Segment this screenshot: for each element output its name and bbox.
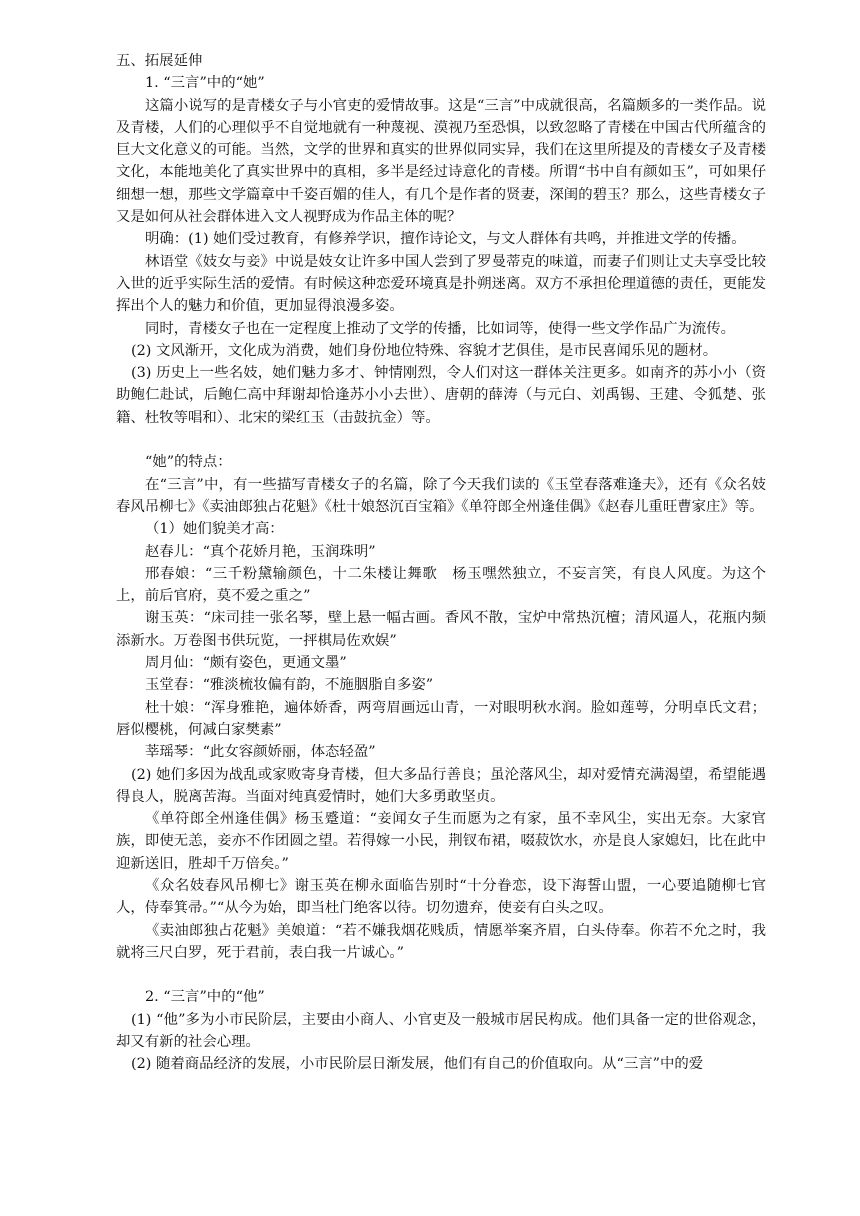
quote-xin-yaoqin: 莘瑶琴：“此女容颜娇丽，体态轻盈” xyxy=(145,744,376,761)
features-title: “她”的特点： xyxy=(145,454,232,471)
quote-du-shiniang: 杜十娘：“浑身雅艳，遍体娇香，两弯眉画远山青，一对眼明秋水润。脸如莲萼，分明卓氏文君；唇似樱桃，何减白家樊素” xyxy=(116,699,766,738)
spacer xyxy=(116,429,766,451)
paragraph-yang-yu: 《单符郎全州逢佳偶》杨玉蹙道：“妾闻女子生而愿为之有家，虽不幸风尘，实出无奈。大家官族，即使无恙，妾亦不作团圆之望。若得嫁一小民，荆钗布裙，啜菽饮水，亦是良人家媳妇，比在此中迎新送旧，胜却千万倍矣。” xyxy=(116,811,766,872)
paragraph-meiniang: 《卖油郎独占花魁》美娘道：“若不嫌我烟花贱质，情愿举案齐眉，白头侍奉。你若不允之时，我就将三尺白罗，死于君前，表白我一片诚心。” xyxy=(116,922,766,961)
quote-xie-yuying: 谢玉英：“床司挂一张名琴，壁上悬一幅古画。香风不散，宝炉中常热沉檀；清风逼人，花瓶内频添新水。万卷图书供玩览，一抨棋局佐欢娱” xyxy=(116,610,766,649)
paragraph-clarify-3: (3) 历史上一些名妓，她们魅力多才、钟情刚烈，令人们对这一群体关注更多。如南齐的苏小小（资助鲍仁赴试，后鲍仁高中拜谢却恰逢苏小小去世）、唐朝的薛涛（与元白、刘禹锡、王建、令狐楚、张籍、杜牧等唱和）、北宋的梁红玉（击鼓抗金）等。 xyxy=(116,365,766,426)
paragraph-famous-works: 在“三言”中，有一些描写青楼女子的名篇，除了今天我们读的《玉堂春落难逢夫》，还有《众名妓春风吊柳七》《卖油郎独占花魁》《杜十娘怒沉百宝箱》《单符郎全州逢佳偶》《赵春儿重旺曹家庄》等。 xyxy=(116,476,766,515)
paragraph-intro: 这篇小说写的是青楼女子与小官吏的爱情故事。这是“三言”中成就很高，名篇颇多的一类作品。说及青楼，人们的心理似乎不自觉地就有一种蔑视、漠视乃至恐惧，以致忽略了青楼在中国古代所蕴含的巨大文化意义的可能。当然，文学的世界和真实的世界似同实异，我们在这里所提及的青楼女子及青楼文化，本能地美化了真实世界中的真相，多半是经过诗意化的青楼。所谓“书中自有颜如玉”，可如果仔细想一想，那些文学篇章中千姿百媚的佳人，有几个是作者的贤妻，深闺的碧玉？那么，这些青楼女子又是如何从社会群体进入文人视野成为作品主体的呢？ xyxy=(116,97,766,226)
paragraph-xie-yuying: 《众名妓春风吊柳七》谢玉英在柳永面临告别时“十分眷恋，设下海誓山盟，一心要追随柳七官人，侍奉箕帚。”“从今为始，即当杜门绝客以待。切勿遗弃，使妾有白头之叹。 xyxy=(116,877,766,917)
quote-zhou-yuexian: 周月仙：“颇有姿色，更通文墨” xyxy=(145,655,347,672)
subsection-title-him: 2. “三言”中的“他” xyxy=(145,989,265,1006)
paragraph-lin-yutang: 林语堂《妓女与妾》中说是妓女让许多中国人尝到了罗曼蒂克的味道，而妻子们则让丈夫享受比较入世的近乎实际生活的爱情。有时候这种恋爱环境真是扑朔迷离。双方不承担伦理道德的责任，更能发挥出个人的魅力和价值，更加显得浪漫多姿。 xyxy=(116,253,766,315)
document-page xyxy=(116,50,766,1076)
paragraph-clarify-1: 明确：(1) 她们受过教育，有修养学识，擅作诗论文，与文人群体有共鸣，并推进文学的传播。 xyxy=(145,231,746,248)
spacer xyxy=(116,964,766,986)
quote-zhao-chuner: 赵春儿：“真个花娇月艳，玉润珠明” xyxy=(145,543,376,560)
section-title: 五、拓展延伸 xyxy=(116,53,203,69)
quote-xing-chunniang: 邢春娘：“三千粉黛输颜色，十二朱楼让舞歌 杨玉嘿然独立，不妄言笑，有良人风度。为这个上，前后官府，莫不爱之重之” xyxy=(116,565,766,605)
paragraph-beauty-title: （1）她们貌美才高： xyxy=(145,521,284,538)
quote-yu-tangchun: 玉堂春：“雅淡梳妆偏有韵，不施胭脂自多姿” xyxy=(145,677,434,694)
paragraph-spread: 同时，青楼女子也在一定程度上推动了文学的传播，比如词等，使得一些文学作品广为流传。 xyxy=(145,320,736,337)
paragraph-him-1: (1) “他”多为小市民阶层，主要由小商人、小官吏及一般城市居民构成。他们具备一定的世俗观念，却又有新的社会心理。 xyxy=(116,1011,766,1051)
subsection-title-her: 1. “三言”中的“她” xyxy=(145,75,265,92)
paragraph-clarify-2: (2) 文风渐开，文化成为消费，她们身份地位特殊、容貌才艺俱佳，是市民喜闻乐见的题材。 xyxy=(131,342,718,359)
paragraph-fate: (2) 她们多因为战乱或家败寄身青楼，但大多品行善良；虽沦落风尘，却对爱情充满渴望，希望能遇得良人，脱离苦海。当面对纯真爱情时，她们大多勇敢坚贞。 xyxy=(116,766,766,805)
paragraph-him-2: (2) 随着商品经济的发展，小市民阶层日渐发展，他们有自己的价值取向。从“三言”中的爱 xyxy=(131,1056,704,1073)
